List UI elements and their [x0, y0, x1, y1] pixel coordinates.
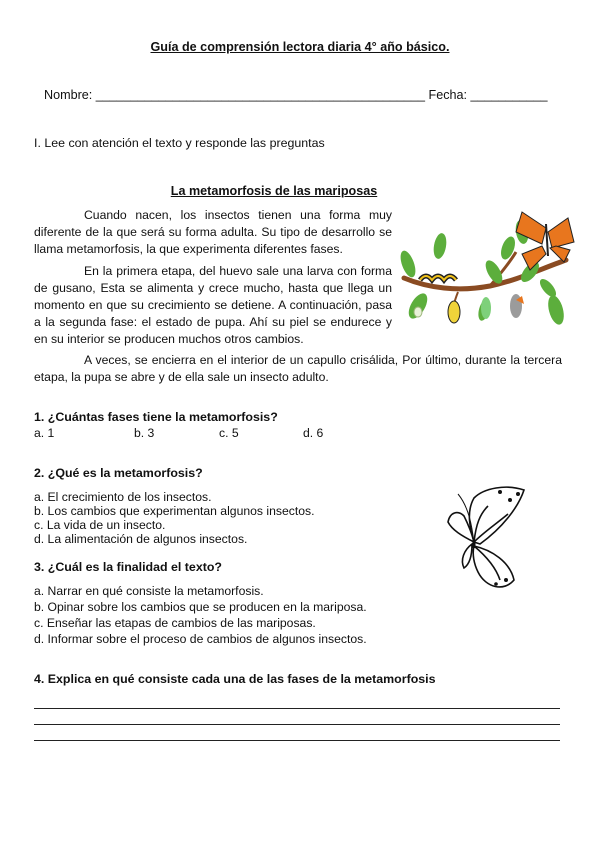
- q2-option-b[interactable]: b. Los cambios que experimentan algunos insectos.: [34, 504, 315, 518]
- q2-option-d[interactable]: d. La alimentación de algunos insectos.: [34, 532, 248, 546]
- q3-option-c[interactable]: c. Enseñar las etapas de cambios de las mariposas.: [34, 616, 316, 630]
- answer-line-2[interactable]: [34, 724, 560, 725]
- q2-option-c[interactable]: c. La vida de un insecto.: [34, 518, 166, 532]
- date-blank[interactable]: ___________: [470, 88, 548, 102]
- q3-option-b[interactable]: b. Opinar sobre los cambios que se producen en la mariposa.: [34, 600, 367, 614]
- q1-option-a[interactable]: a. 1: [34, 426, 55, 440]
- name-label: Nombre:: [44, 88, 93, 102]
- q1-option-b[interactable]: b. 3: [134, 426, 155, 440]
- butterfly-outline-drawing: [444, 484, 534, 594]
- question-3: 3. ¿Cuál es la finalidad el texto?: [34, 560, 222, 574]
- instructions: I. Lee con atención el texto y responde las preguntas: [34, 136, 325, 150]
- q1-option-d[interactable]: d. 6: [303, 426, 324, 440]
- answer-line-3[interactable]: [34, 740, 560, 741]
- q1-option-c[interactable]: c. 5: [219, 426, 239, 440]
- paragraph-1: Cuando nacen, los insectos tienen una forma muy diferente de la que será su forma adulta. Su tipo de desarrollo se llama metamorfosis, la que experimenta diferentes fases.: [34, 208, 392, 256]
- question-4: 4. Explica en qué consiste cada una de las fases de la metamorfosis: [34, 672, 436, 686]
- answer-line-1[interactable]: [34, 708, 560, 709]
- paragraph-3: A veces, se encierra en el interior de un capullo crisálida, Por último, durante la tercera etapa, la pupa se abre y de ella sale un insecto adulto.: [34, 353, 562, 384]
- question-1: 1. ¿Cuántas fases tiene la metamorfosis?: [34, 410, 278, 424]
- question-1-options: [34, 426, 354, 442]
- metamorphosis-illustration: [398, 206, 576, 340]
- paragraph-2: En la primera etapa, del huevo sale una larva con forma de gusano, Esta se alimenta y crece mucho, hasta que llega un momento en que su crecimiento se detiene. A continuación, pasa a la segunda fase: el estado de pupa. Ahí su piel se endurece y en su interior se producen muchos otros cambios.: [34, 264, 392, 346]
- q3-option-d[interactable]: d. Informar sobre el proceso de cambios de algunos insectos.: [34, 632, 367, 646]
- q2-option-a[interactable]: a. El crecimiento de los insectos.: [34, 490, 212, 504]
- q3-option-a[interactable]: a. Narrar en qué consiste la metamorfosis.: [34, 584, 264, 598]
- page-title: Guía de comprensión lectora diaria 4° año básico.: [150, 40, 450, 54]
- reading-title: La metamorfosis de las mariposas: [170, 184, 378, 198]
- date-label: Fecha:: [428, 88, 468, 102]
- question-2: 2. ¿Qué es la metamorfosis?: [34, 466, 203, 480]
- name-blank[interactable]: _______________________________________________: [95, 88, 425, 102]
- name-date-row: [44, 88, 548, 102]
